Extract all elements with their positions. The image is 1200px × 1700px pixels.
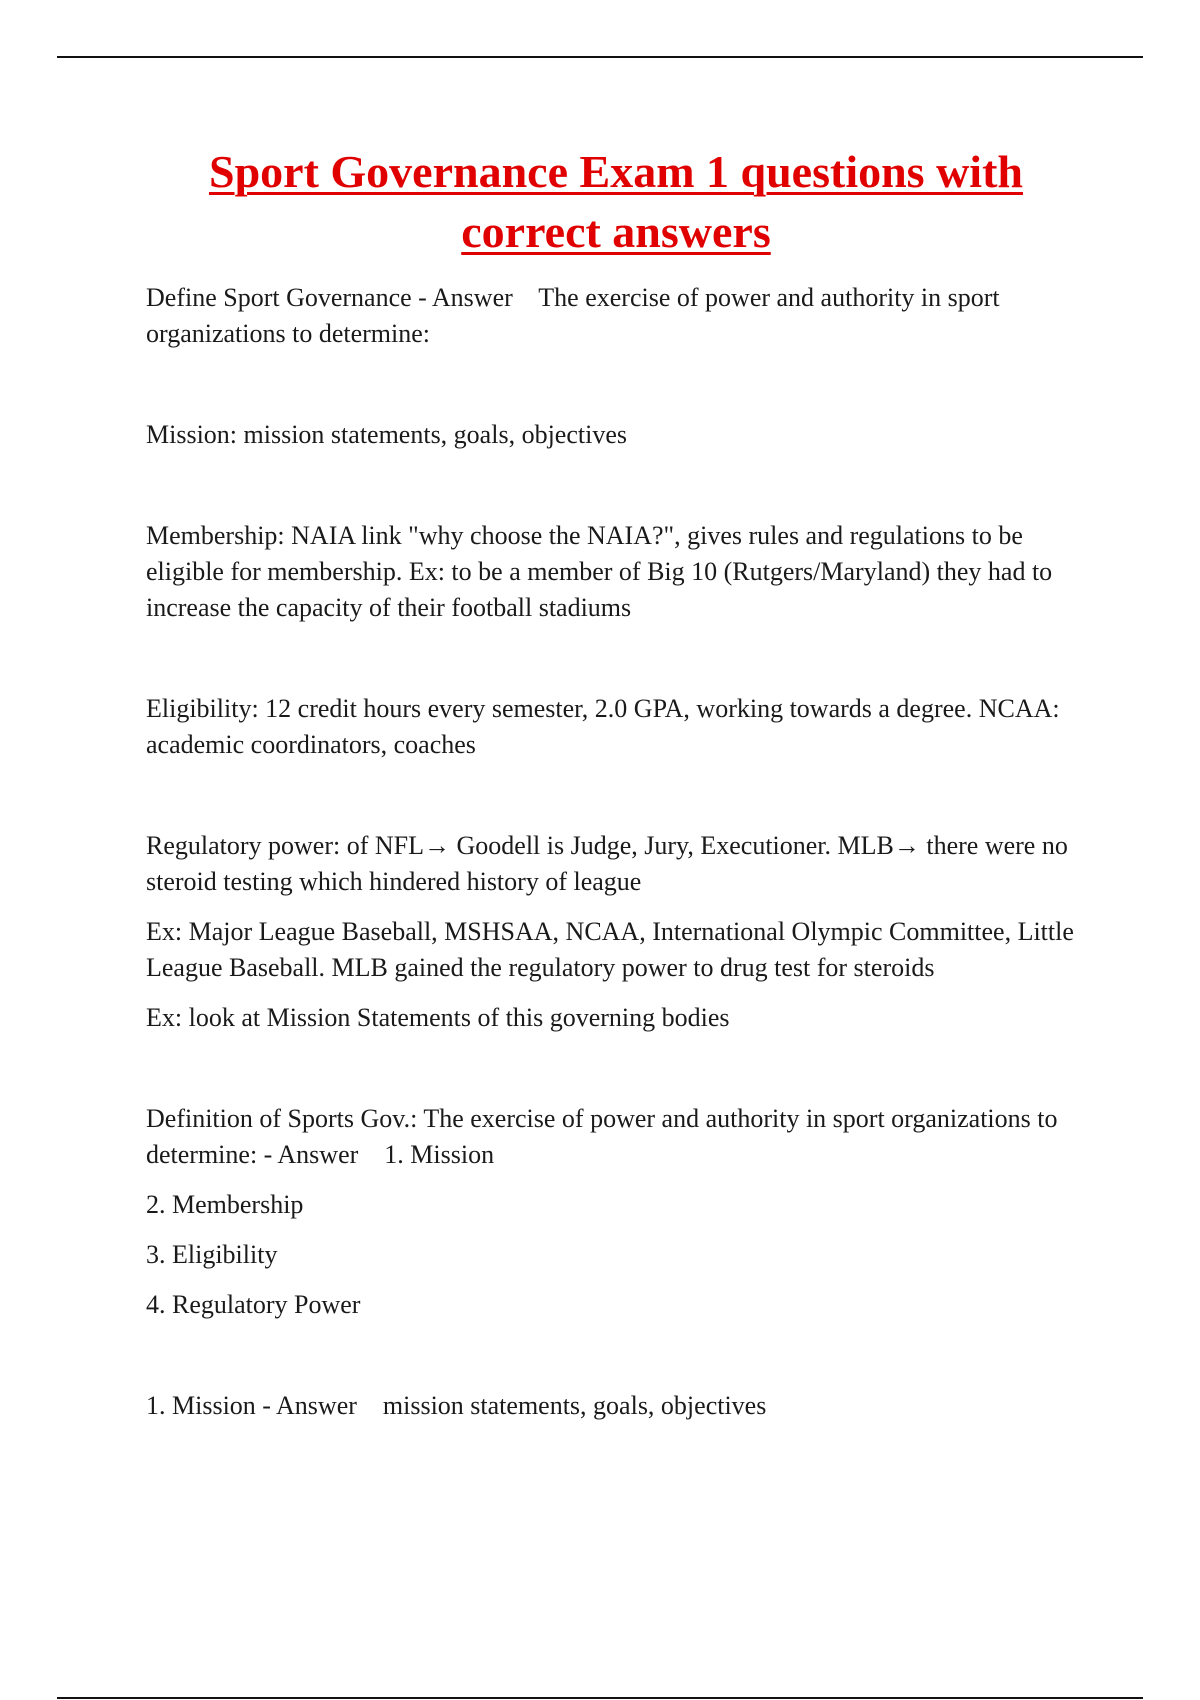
mission-question: 1. Mission - Answer mission statements, goals, objectives: [146, 1391, 767, 1420]
list-item-regulatory-power: 4. Regulatory Power: [146, 1290, 361, 1319]
definition-question: Definition of Sports Gov.: The exercise of power and authority in sport organizations to determine: - Answer 1. Mission: [146, 1104, 1064, 1169]
title-line-1: Sport Governance Exam 1 questions with: [209, 146, 1023, 197]
membership-paragraph: Membership: NAIA link "why choose the NAIA?", gives rules and regulations to be eligible for membership. Ex: to be a member of Big 10 (Rutgers/Maryland) they had to increase the capacity of their football stadiums: [146, 521, 1053, 622]
regulatory-power-paragraph: Regulatory power: of NFL→ Goodell is Judge, Jury, Executioner. MLB→ there were no steroid testing which hindered history of league: [146, 831, 1068, 896]
bottom-rule: [57, 1697, 1143, 1699]
list-item-membership: 2. Membership: [146, 1190, 304, 1219]
top-rule: [57, 56, 1143, 58]
title-line-2: correct answers: [461, 206, 771, 257]
document-title: [120, 142, 1112, 262]
mission-statements-example: Ex: look at Mission Statements of this governing bodies: [146, 1003, 730, 1032]
list-item-eligibility: 3. Eligibility: [146, 1240, 278, 1269]
mission-paragraph: Mission: mission statements, goals, objectives: [146, 420, 627, 449]
define-sport-governance-paragraph: Define Sport Governance - Answer The exercise of power and authority in sport organizations to determine:: [146, 283, 1007, 348]
eligibility-paragraph: Eligibility: 12 credit hours every semester, 2.0 GPA, working towards a degree. NCAA: academic coordinators, coaches: [146, 694, 1060, 759]
governing-bodies-example: Ex: Major League Baseball, MSHSAA, NCAA, International Olympic Committee, Little League Baseball. MLB gained the regulatory power to drug test for steroids: [146, 917, 1074, 982]
document-body: [146, 280, 1106, 1424]
